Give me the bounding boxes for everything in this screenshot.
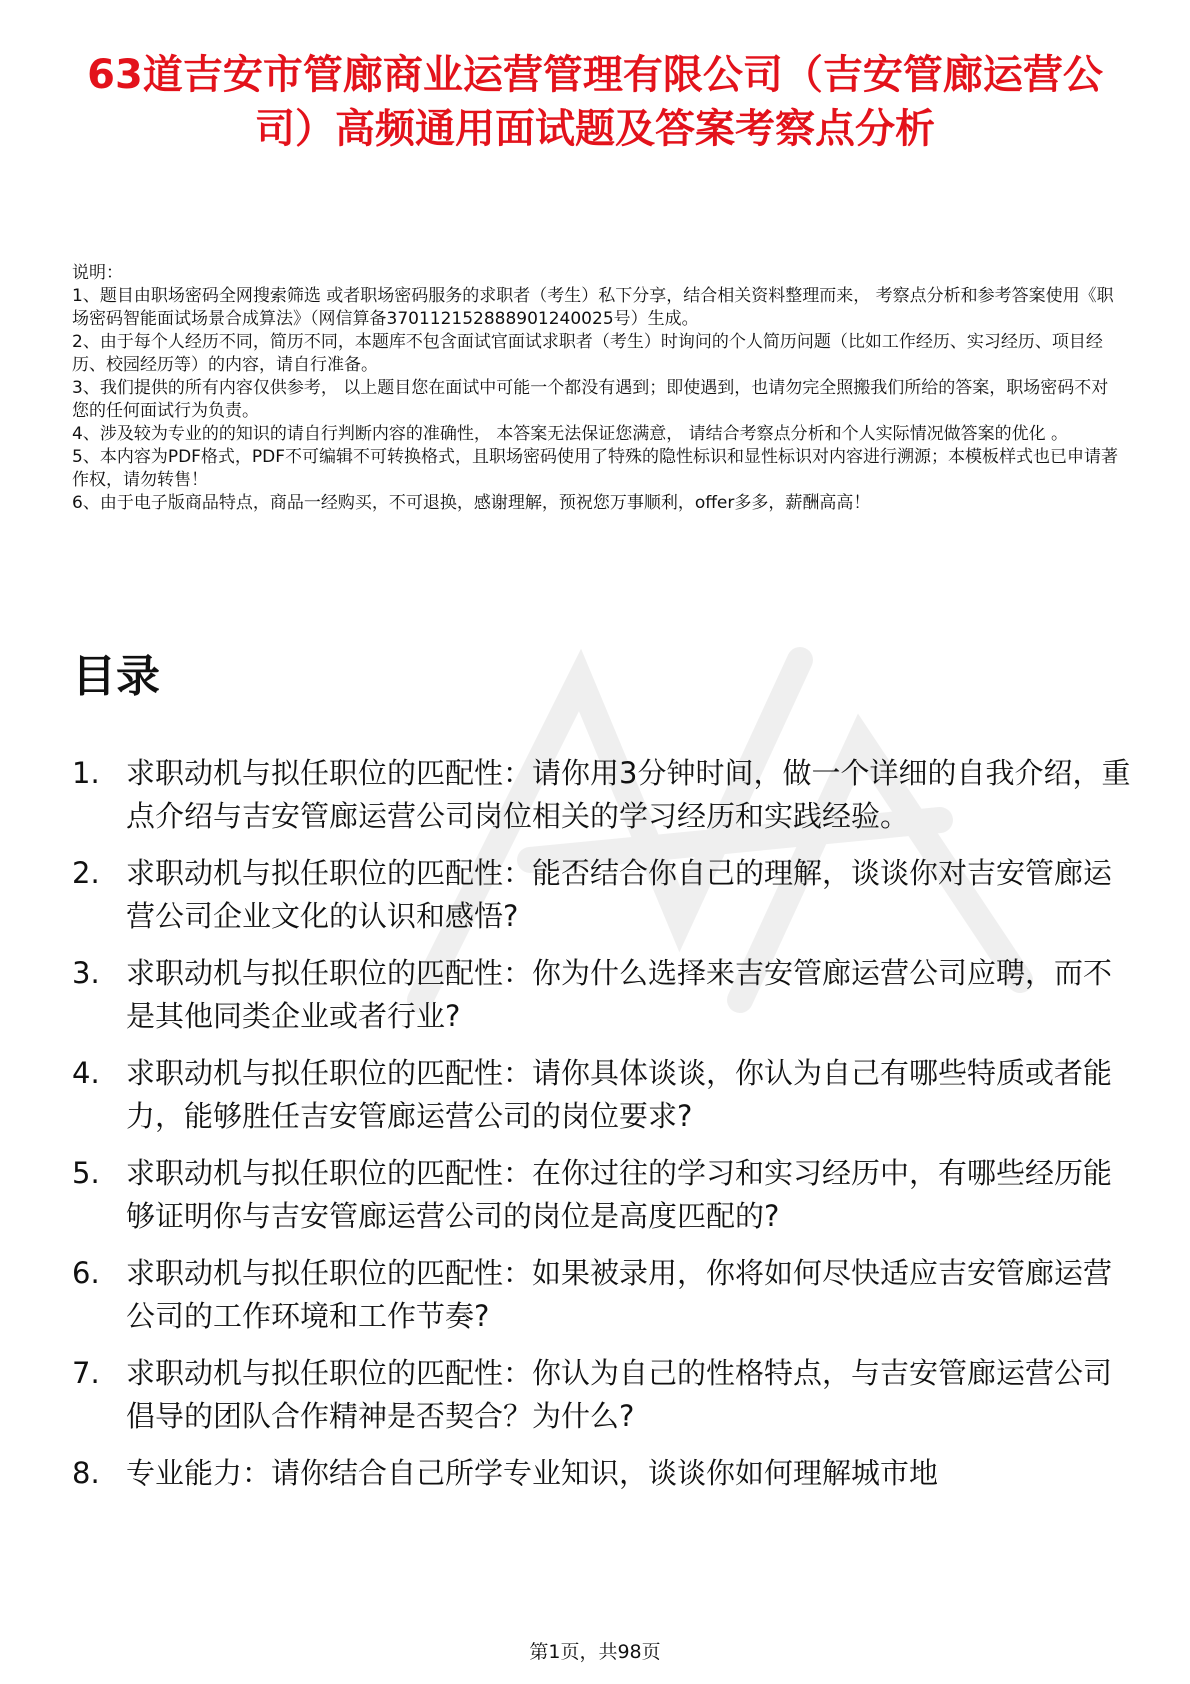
toc-item-text[interactable]: 求职动机与拟任职位的匹配性：请你具体谈谈，你认为自己有哪些特质或者能力，能够胜任吉安管廊运营公司的岗位要求? <box>126 1056 1113 1133</box>
toc-item[interactable] <box>72 1352 1132 1438</box>
toc-item-number: 4. <box>72 1056 100 1090</box>
toc-item[interactable] <box>72 1052 1132 1138</box>
toc-item-text[interactable]: 求职动机与拟任职位的匹配性：你认为自己的性格特点，与吉安管廊运营公司倡导的团队合作精神是否契合？为什么? <box>126 1356 1113 1433</box>
toc-item[interactable] <box>72 1152 1132 1238</box>
notes-item: 3、我们提供的所有内容仅供参考， 以上题目您在面试中可能一个都没有遇到；即使遇到，也请勿完全照搬我们所给的答案，职场密码不对您的任何面试行为负责。 <box>72 378 1109 421</box>
toc-heading: 目录 <box>72 651 160 702</box>
notes-item: 4、涉及较为专业的的知识的请自行判断内容的准确性， 本答案无法保证您满意， 请结合考察点分析和个人实际情况做答案的优化 。 <box>72 424 1069 444</box>
toc-item-text[interactable]: 专业能力：请你结合自己所学专业知识，谈谈你如何理解城市地 <box>126 1456 939 1490</box>
notes-item: 2、由于每个人经历不同，简历不同，本题库不包含面试官面试求职者（考生）时询问的个人简历问题（比如工作经历、实习经历、项目经历、校园经历等）的内容，请自行准备。 <box>72 332 1103 375</box>
notes-item: 6、由于电子版商品特点，商品一经购买，不可退换，感谢理解，预祝您万事顺利，offer多多，薪酬高高！ <box>72 493 871 513</box>
toc-item[interactable] <box>72 752 1132 838</box>
toc-item[interactable] <box>72 952 1132 1038</box>
toc-item-text[interactable]: 求职动机与拟任职位的匹配性：请你用3分钟时间，做一个详细的自我介绍，重点介绍与吉安管廊运营公司岗位相关的学习经历和实践经验。 <box>126 756 1131 833</box>
notes-item: 5、本内容为PDF格式，PDF不可编辑不可转换格式，且职场密码使用了特殊的隐性标识和显性标识对内容进行溯源；本模板样式也已申请著作权，请勿转售！ <box>72 447 1119 490</box>
document-title: 63道吉安市管廊商业运营管理有限公司（吉安管廊运营公司）高频通用面试题及答案考察点分析 <box>87 52 1103 152</box>
toc-item-number: 1. <box>72 756 100 790</box>
page-number: 第1页，共98页 <box>529 1641 661 1663</box>
toc-item-number: 2. <box>72 856 100 890</box>
toc-item-number: 8. <box>72 1456 100 1490</box>
toc-item-number: 3. <box>72 956 100 990</box>
toc-item[interactable] <box>72 1452 1132 1495</box>
toc-item-number: 6. <box>72 1256 100 1290</box>
toc-item[interactable] <box>72 852 1132 938</box>
toc-item-text[interactable]: 求职动机与拟任职位的匹配性：在你过往的学习和实习经历中，有哪些经历能够证明你与吉安管廊运营公司的岗位是高度匹配的? <box>126 1156 1113 1233</box>
toc-item[interactable] <box>72 1252 1132 1338</box>
toc-item-number: 7. <box>72 1356 100 1390</box>
notes-item: 1、题目由职场密码全网搜索筛选 或者职场密码服务的求职者（考生）私下分享，结合相关资料整理而来， 考察点分析和参考答案使用《职场密码智能面试场景合成算法》（网信算备370112152888901240025号）生成。 <box>72 286 1114 329</box>
toc-item-number: 5. <box>72 1156 100 1190</box>
notes-heading: 说明： <box>72 263 123 283</box>
toc-item-text[interactable]: 求职动机与拟任职位的匹配性：你为什么选择来吉安管廊运营公司应聘，而不是其他同类企业或者行业? <box>126 956 1113 1033</box>
notes-section <box>72 262 1122 515</box>
toc-item-text[interactable]: 求职动机与拟任职位的匹配性：如果被录用，你将如何尽快适应吉安管廊运营公司的工作环境和工作节奏? <box>126 1256 1113 1333</box>
toc-list <box>72 752 1132 1509</box>
toc-item-text[interactable]: 求职动机与拟任职位的匹配性：能否结合你自己的理解，谈谈你对吉安管廊运营公司企业文化的认识和感悟? <box>126 856 1113 933</box>
